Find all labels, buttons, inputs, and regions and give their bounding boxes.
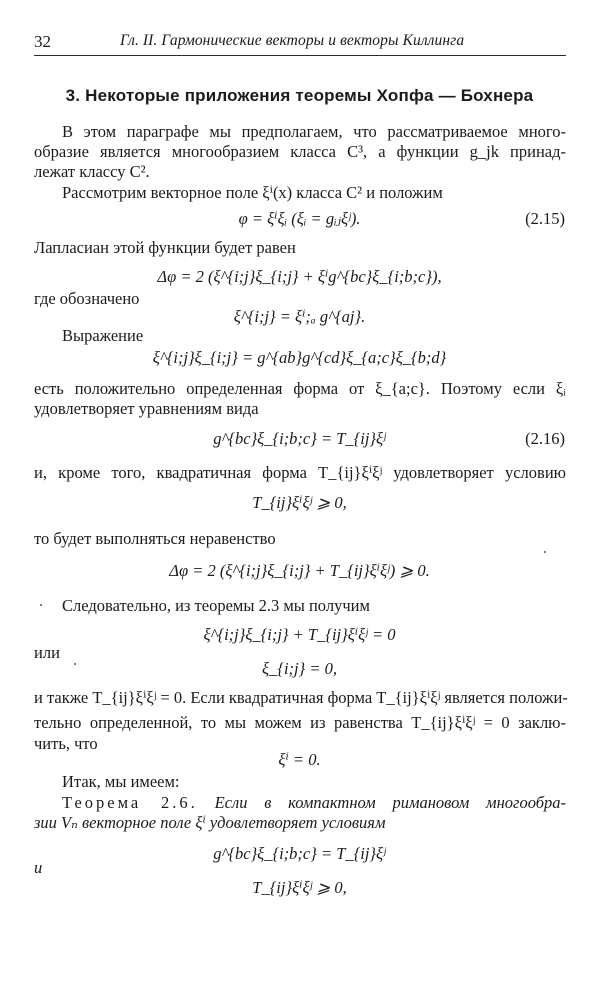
equation-2-15: φ = ξⁱξᵢ (ξᵢ = gᵢⱼξʲ). — [238, 209, 361, 228]
page-header — [34, 32, 565, 56]
paragraph-line: и, кроме того, квадратичная форма T_{ij}ξⁱξʲ удовлетворяет условию — [34, 463, 566, 482]
paragraph-line: Выражение — [62, 326, 144, 345]
equation-condition: T_{ij}ξⁱξʲ ⩾ 0, — [252, 493, 347, 512]
header-rule — [34, 55, 566, 56]
theorem-label: Теорема 2.6. — [62, 793, 198, 812]
equation-zero: ξ^{i;j}ξ_{i;j} + T_{ij}ξⁱξʲ = 0 — [203, 625, 396, 644]
paragraph-line: Рассмотрим векторное поле ξⁱ(x) класса C² и положим — [62, 183, 443, 202]
running-title: Гл. II. Гармонические векторы и векторы Киллинга — [120, 32, 465, 49]
theorem-line: зии Vₙ векторное поле ξⁱ удовлетворяет условиям — [34, 813, 386, 832]
equation-theorem-1: g^{bc}ξ_{i;b;c} = T_{ij}ξʲ — [213, 844, 386, 863]
paragraph-line: Итак, мы имеем: — [62, 772, 180, 791]
paragraph-line: В этом параграфе мы предполагаем, что рассматриваемое много- — [62, 122, 566, 141]
paragraph-line: удовлетворяет уравнениям вида — [34, 399, 259, 418]
paragraph-line: Следовательно, из теоремы 2.3 мы получим — [62, 596, 370, 615]
theorem-line — [62, 793, 566, 813]
equation-2-16: g^{bc}ξ_{i;b;c} = T_{ij}ξʲ — [213, 429, 386, 448]
paragraph-line: и — [34, 858, 43, 877]
paragraph-line: Лапласиан этой функции будет равен — [34, 238, 296, 257]
equation-inequality: Δφ = 2 (ξ^{i;j}ξ_{i;j} + T_{ij}ξⁱξʲ) ⩾ 0. — [169, 561, 430, 580]
equation-number: (2.15) — [525, 209, 565, 228]
paragraph-line: есть положительно определенная форма от ξ_{a;c}. Поэтому если ξᵢ — [34, 379, 566, 398]
equation-definition: ξ^{i;j} = ξⁱ;ₐ g^{aj}. — [233, 307, 366, 326]
paragraph-line: и также T_{ij}ξⁱξʲ = 0. Если квадратичная форма T_{ij}ξⁱξʲ является положи- — [34, 688, 568, 707]
print-speck — [544, 551, 546, 553]
paragraph-line: образие является многообразием класса C³, а функции g_jk принад- — [34, 142, 566, 161]
equation-covariant: ξ_{i;j} = 0, — [262, 659, 337, 678]
print-speck — [40, 604, 42, 606]
equation-expression: ξ^{i;j}ξ_{i;j} = g^{ab}g^{cd}ξ_{a;c}ξ_{b;d} — [152, 348, 447, 367]
paragraph-line: лежат классу C². — [34, 162, 150, 181]
page-number: 32 — [34, 32, 51, 51]
paragraph-line: чить, что — [34, 734, 98, 753]
paragraph-line: тельно определенной, то мы можем из равенства T_{ij}ξⁱξʲ = 0 заклю- — [34, 713, 566, 732]
paragraph-line: то будет выполняться неравенство — [34, 529, 276, 548]
equation-xi-zero: ξⁱ = 0. — [278, 750, 321, 769]
paragraph-line: где обозначено — [34, 289, 140, 308]
print-speck — [74, 663, 76, 665]
theorem-text: Если в компактном римановом многообра- — [214, 793, 567, 812]
equation-number: (2.16) — [525, 429, 565, 448]
equation-laplacian: Δφ = 2 (ξ^{i;j}ξ_{i;j} + ξⁱg^{bc}ξ_{i;b;c}), — [157, 267, 442, 286]
section-title: 3. Некоторые приложения теоремы Хопфа — Бохнера — [65, 86, 534, 105]
paragraph-line: или — [34, 643, 60, 662]
equation-theorem-2: T_{ij}ξⁱξʲ ⩾ 0, — [252, 878, 347, 897]
